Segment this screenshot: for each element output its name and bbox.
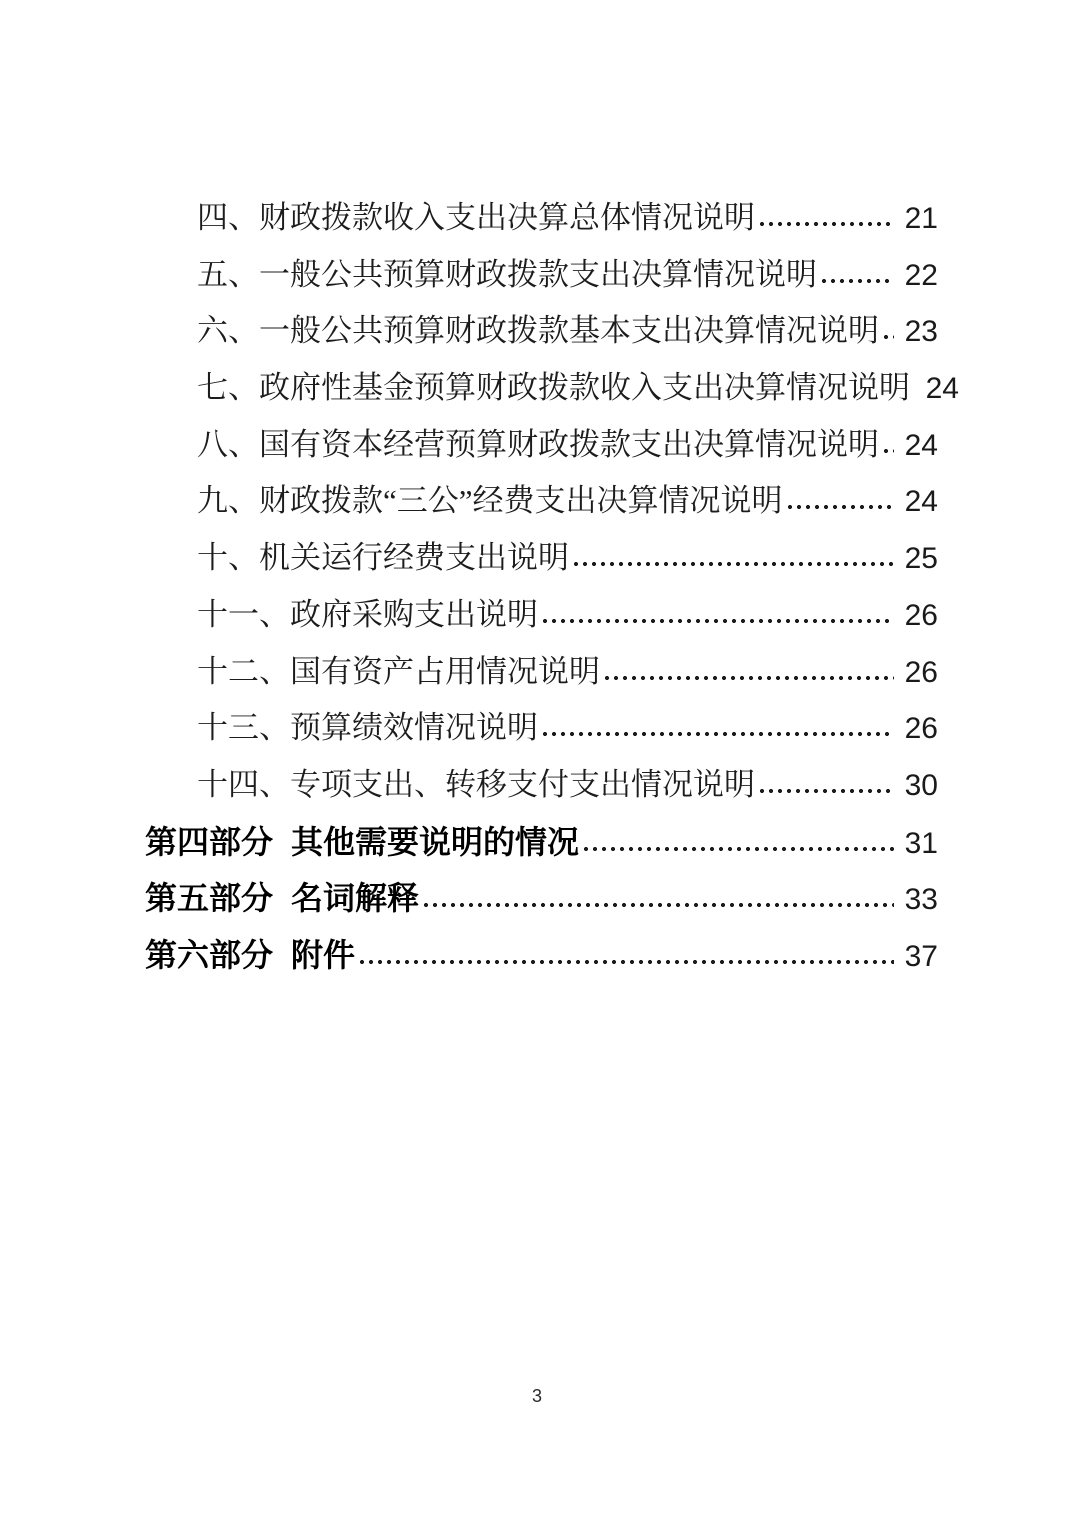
toc-entry-page: 24 (904, 485, 938, 519)
toc-entry-page: 24 (925, 372, 959, 406)
toc-entry-page: 22 (904, 258, 938, 292)
dot-leader (884, 447, 894, 455)
toc-entry-page: 21 (904, 202, 938, 235)
toc-entry-page: 26 (904, 655, 938, 689)
toc-part-entry[interactable] (145, 814, 938, 871)
toc-entry-label: 十三、预算绩效情况说明 (197, 710, 538, 746)
dot-leader (760, 220, 894, 228)
toc-entry[interactable] (145, 644, 938, 701)
dot-leader (884, 333, 894, 341)
toc-entry-label: 十、机关运行经费支出说明 (197, 540, 569, 576)
toc-entry-page: 24 (904, 428, 938, 462)
toc-entry-page: 33 (904, 883, 938, 917)
toc-entry[interactable] (145, 303, 938, 360)
toc-entry-label: 五、一般公共预算财政拨款支出决算情况说明 (197, 256, 817, 292)
dot-leader (360, 958, 894, 966)
toc-entry-page: 26 (904, 712, 938, 746)
toc-entry-label: 九、财政拨款“三公”经费支出决算情况说明 (197, 483, 783, 519)
toc-entry-page: 31 (904, 826, 938, 860)
toc-entry-page: 25 (904, 542, 938, 576)
toc-entry-label: 十四、专项支出、转移支付支出情况说明 (197, 766, 755, 802)
toc-entry[interactable] (145, 587, 938, 644)
toc-entry-page: 26 (904, 598, 938, 632)
toc-entry-page: 37 (904, 939, 938, 973)
toc-entry[interactable] (145, 190, 938, 247)
toc-part-title: 名词解释 (291, 880, 420, 917)
table-of-contents (145, 190, 959, 984)
toc-entry[interactable] (145, 360, 959, 417)
dot-leader (584, 845, 894, 853)
toc-entry[interactable] (145, 473, 938, 530)
toc-part-number: 第五部分 (145, 880, 274, 917)
dot-leader (543, 730, 894, 738)
toc-entry-label: 七、政府性基金预算财政拨款收入支出决算情况说明 (197, 370, 910, 406)
dot-leader (574, 560, 894, 568)
dot-leader (543, 617, 894, 625)
toc-entry-label: 四、财政拨款收入支出决算总体情况说明 (197, 200, 755, 235)
toc-entry[interactable] (145, 417, 938, 474)
toc-part-title: 附件 (291, 936, 356, 973)
toc-part-entry[interactable] (145, 927, 938, 984)
toc-part-number: 第四部分 (145, 823, 274, 860)
toc-entry-label: 十一、政府采购支出说明 (197, 596, 538, 632)
toc-entry-label: 八、国有资本经营预算财政拨款支出决算情况说明 (197, 426, 879, 462)
toc-entry-page: 23 (904, 315, 938, 349)
dot-leader (760, 787, 894, 795)
toc-part-title: 其他需要说明的情况 (291, 823, 580, 860)
toc-entry[interactable] (145, 247, 938, 304)
toc-entry[interactable] (145, 757, 938, 814)
toc-entry-label: 六、一般公共预算财政拨款基本支出决算情况说明 (197, 313, 879, 349)
toc-entry-label: 十二、国有资产占用情况说明 (197, 653, 600, 689)
dot-leader (605, 674, 894, 682)
toc-entry-page: 30 (904, 768, 938, 802)
dot-leader (788, 503, 894, 511)
toc-part-number: 第六部分 (145, 936, 274, 973)
page-number: 3 (531, 1386, 542, 1406)
toc-entry[interactable] (145, 700, 938, 757)
toc-part-entry[interactable] (145, 870, 938, 927)
toc-entry[interactable] (145, 530, 938, 587)
dot-leader (822, 277, 894, 285)
dot-leader (424, 901, 894, 909)
